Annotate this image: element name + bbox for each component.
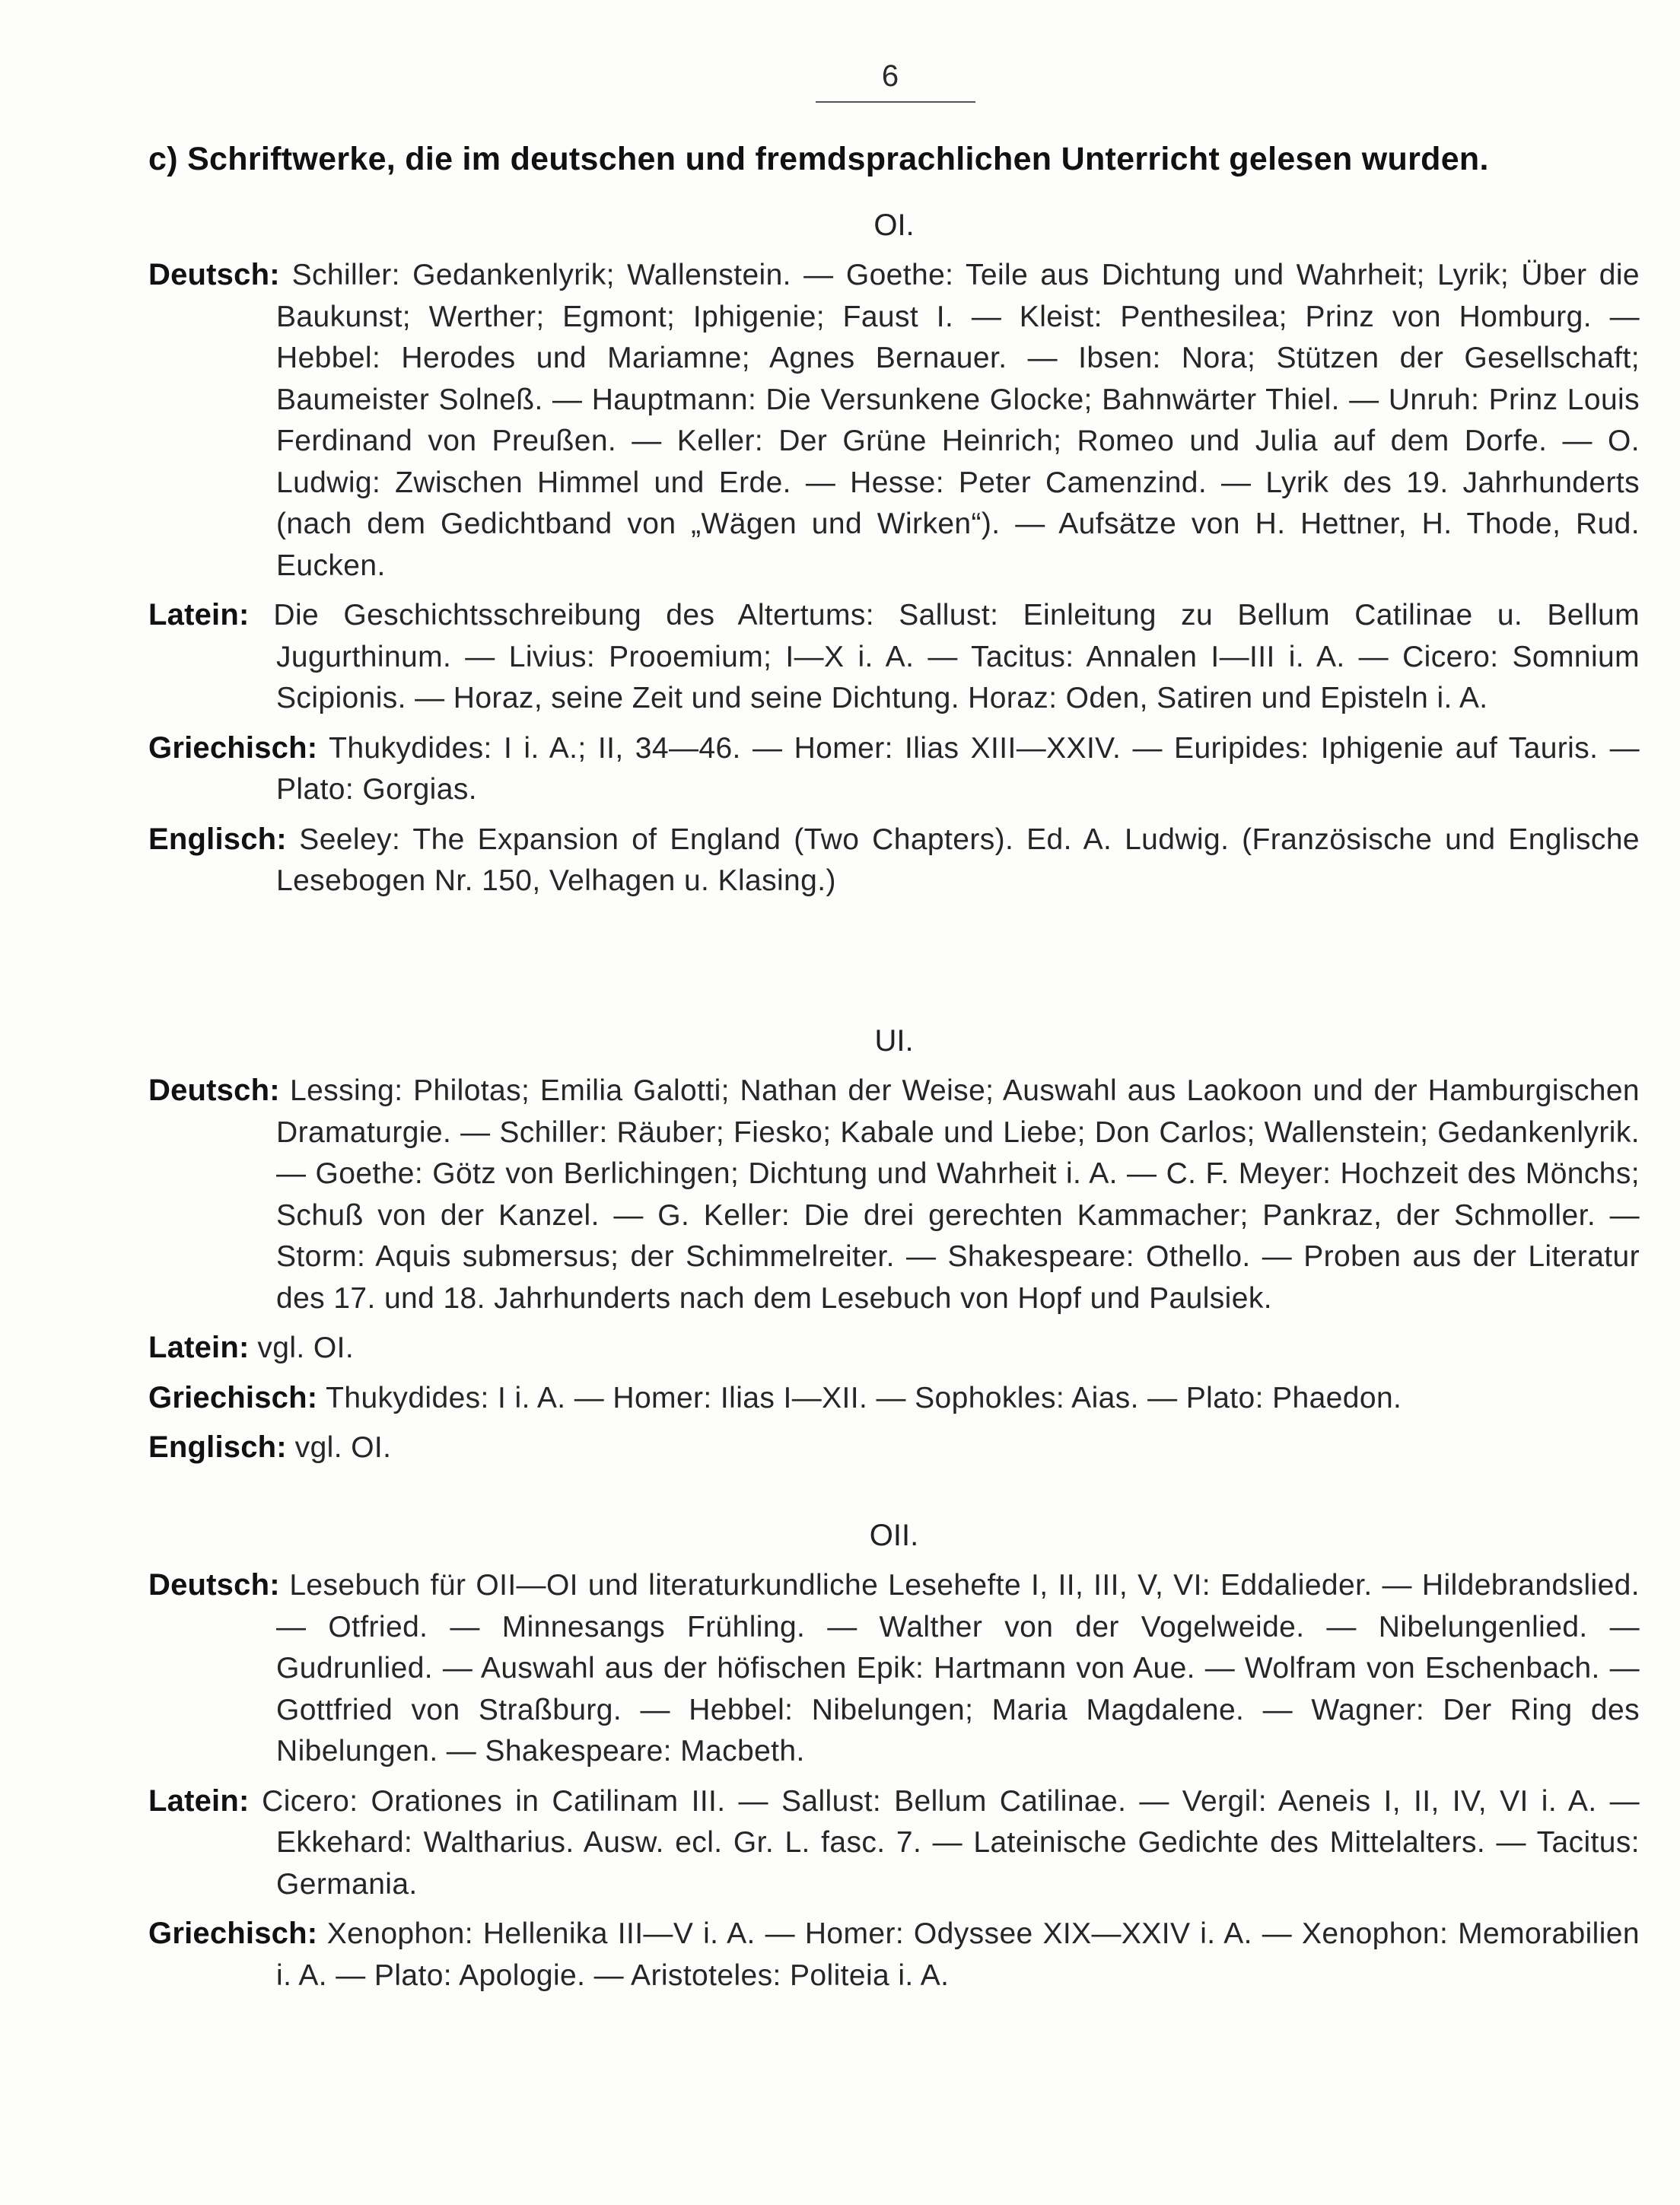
subject-entry-englisch xyxy=(148,819,1640,902)
subject-entry-griechisch xyxy=(148,1913,1640,1997)
class-label: OII. xyxy=(869,1519,919,1552)
subject-entry-englisch xyxy=(148,1427,1640,1469)
subject-text: Lesebuch für OII—OI und literaturkundliche Lesehefte I, II, III, V, VI: Eddalieder. — Hildebrandslied. — Otfried. — Minnesangs Frühling. — Walther von der Vogelweide. — Nibelungenlied. — Gudrunlied. — Auswahl aus der höfischen Epik: Hartmann von Aue. — Wolfram von Eschenbach. — Gottfried von Straßburg. — Hebbel: Nibelungen; Maria Magdalene. — Wagner: Der Ring des Nibelungen. — Shakespeare: Macbeth. xyxy=(276,1569,1640,1768)
subject-label: Latein: xyxy=(148,598,250,632)
page-number-rule xyxy=(816,101,975,103)
subject-entry-deutsch xyxy=(148,1070,1640,1319)
subject-text: Schiller: Gedankenlyrik; Wallenstein. — Goethe: Teile aus Dichtung und Wahrheit; Lyrik; Über die Baukunst; Werther; Egmont; Iphigenie; Faust I. — Kleist: Penthesilea; Prinz von Homburg. — Hebbel: Herodes und Mariamne; Agnes Bernauer. — Ibsen: Nora; Stützen der Gesellschaft; Baumeister Solneß. — Hauptmann: Die Versunkene Glocke; Bahnwärter Thiel. — Unruh: Prinz Louis Ferdinand von Preußen. — Keller: Der Grüne Heinrich; Romeo und Julia auf dem Dorfe. — O. Ludwig: Zwischen Himmel und Erde. — Hesse: Peter Camenzind. — Lyrik des 19. Jahrhunderts (nach dem Gedichtband von „Wägen und Wirken“). — Aufsätze von H. Hettner, H. Thode, Rud. Eucken. xyxy=(276,259,1640,582)
subject-label: Deutsch: xyxy=(148,258,280,291)
subject-entry-latein xyxy=(148,1327,1640,1370)
subject-label: Englisch: xyxy=(148,1430,287,1464)
subject-label: Latein: xyxy=(148,1783,250,1818)
subject-entry-griechisch xyxy=(148,1377,1640,1420)
subject-text: vgl. OI. xyxy=(294,1431,392,1464)
subject-label: Deutsch: xyxy=(148,1074,280,1107)
subject-text: Xenophon: Hellenika III—V i. A. — Homer: Odyssee XIX—XXIV i. A. — Xenophon: Memorabilien i. A. — Plato: Apologie. — Aristoteles: Politeia i. A. xyxy=(276,1917,1640,1992)
subject-label: Griechisch: xyxy=(148,1380,318,1414)
subject-entry-latein xyxy=(148,1780,1640,1906)
subject-label: Deutsch: xyxy=(148,1568,280,1602)
section-heading: c) Schriftwerke, die im deutschen und fremdsprachlichen Unterricht gelesen wurden. xyxy=(148,141,1489,177)
subject-label: Latein: xyxy=(148,1331,250,1364)
subject-label: Griechisch: xyxy=(148,730,318,765)
subject-text: Thukydides: I i. A. — Homer: Ilias I—XII. — Sophokles: Aias. — Plato: Phaedon. xyxy=(326,1381,1402,1414)
subject-label: Griechisch: xyxy=(148,1917,318,1950)
subject-text: Die Geschichtsschreibung des Altertums: Sallust: Einleitung zu Bellum Catilinae u. Bellum Jugurthinum. — Livius: Prooemium; I—X i. A. — Tacitus: Annalen I—III i. A. — Cicero: Somnium Scipionis. — Horaz, seine Zeit und seine Dichtung. Horaz: Oden, Satiren und Episteln i. A. xyxy=(273,599,1640,714)
subject-label: Englisch: xyxy=(148,822,287,856)
subject-entry-latein xyxy=(148,594,1640,720)
subject-entry-deutsch xyxy=(148,254,1640,587)
subject-text: Seeley: The Expansion of England (Two Chapters). Ed. A. Ludwig. (Französische und Englische Lesebogen Nr. 150, Velhagen u. Klasing.) xyxy=(276,822,1640,897)
class-section-oii xyxy=(148,1514,1640,2004)
class-section-oi xyxy=(148,204,1640,910)
subject-entry-deutsch xyxy=(148,1564,1640,1773)
class-section-ui xyxy=(148,1020,1640,1477)
subject-text: Cicero: Orationes in Catilinam III. — Sallust: Bellum Catilinae. — Vergil: Aeneis I, II, IV, VI i. A. — Ekkehard: Waltharius. Ausw. ecl. Gr. L. fasc. 7. — Lateinische Gedichte des Mittelalters. — Tacitus: Germania. xyxy=(262,1784,1640,1901)
subject-text: Thukydides: I i. A.; II, 34—46. — Homer: Ilias XIII—XXIV. — Euripides: Iphigenie auf Tauris. — Plato: Gorgias. xyxy=(276,731,1640,806)
subject-text: Lessing: Philotas; Emilia Galotti; Nathan der Weise; Auswahl aus Laokoon und der Hamburgischen Dramaturgie. — Schiller: Räuber; Fiesko; Kabale und Liebe; Don Carlos; Wallenstein; Gedankenlyrik. — Goethe: Götz von Berlichingen; Dichtung und Wahrheit i. A. — C. F. Meyer: Hochzeit des Mönchs; Schuß von der Kanzel. — G. Keller: Die drei gerechten Kammacher; Pankraz, der Schmoller. — Storm: Aquis submersus; der Schimmelreiter. — Shakespeare: Othello. — Proben aus der Literatur des 17. und 18. Jahrhunderts nach dem Lesebuch von Hopf und Paulsiek. xyxy=(276,1074,1640,1315)
class-label: UI. xyxy=(874,1024,914,1058)
class-label: OI. xyxy=(873,208,915,242)
subject-text: vgl. OI. xyxy=(257,1332,355,1364)
subject-entry-griechisch xyxy=(148,727,1640,811)
page-number: 6 xyxy=(881,59,899,93)
